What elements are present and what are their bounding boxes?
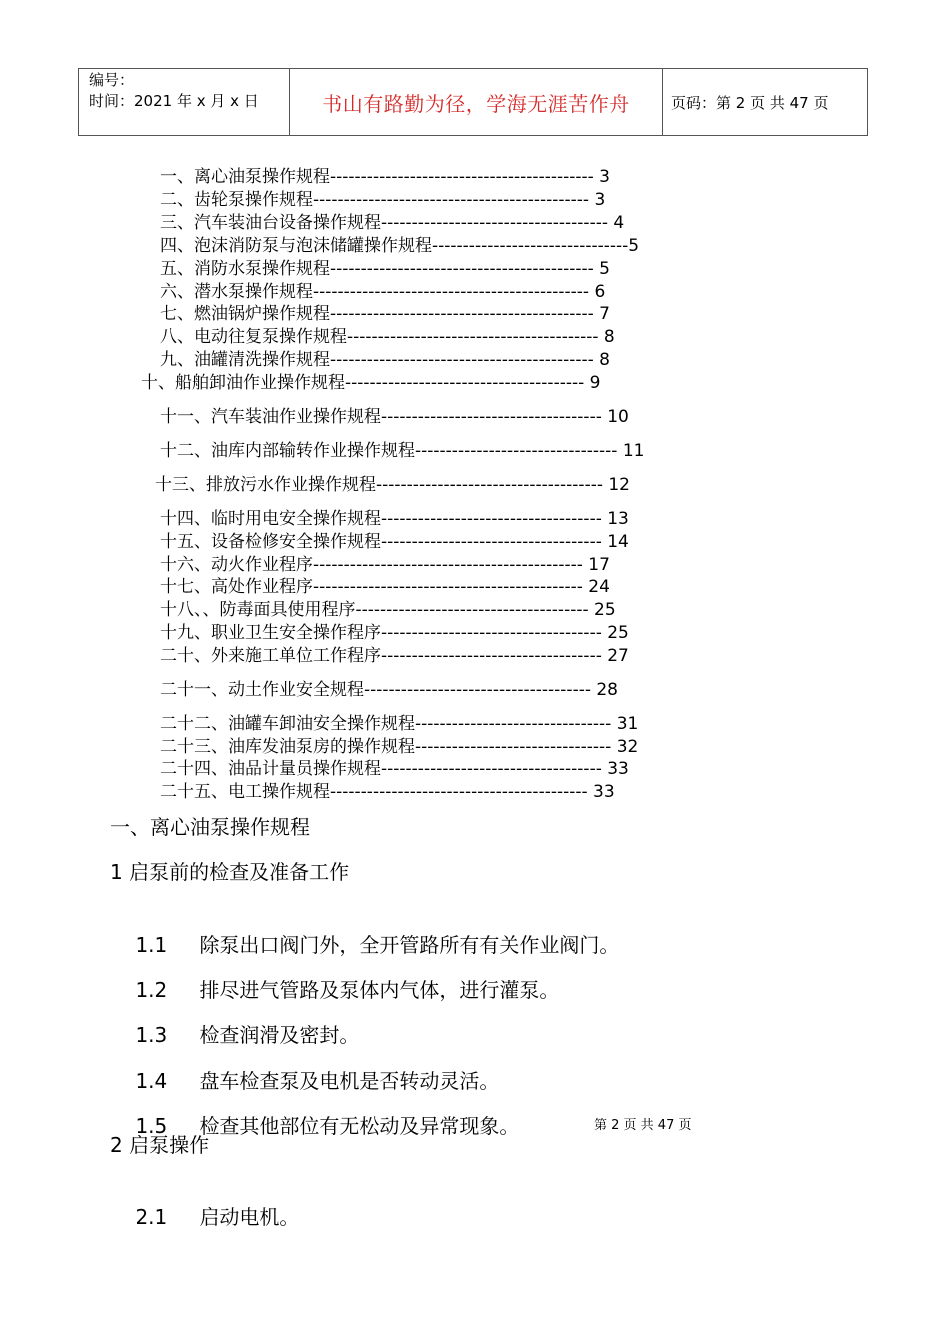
toc-entry[interactable]: 十七、高处作业程序-------------------------------------------- 24 (160, 577, 610, 597)
item-text: 检查其他部位有无松动及异常现象。 (199, 1114, 520, 1138)
toc-entry[interactable]: 八、电动往复泵操作规程----------------------------------------- 8 (160, 327, 615, 347)
toc-entry[interactable]: 十、船舶卸油作业操作规程--------------------------------------- 9 (141, 373, 601, 393)
subsection-title: 2 启泵操作 (110, 1133, 210, 1157)
item-text: 盘车检查泵及电机是否转动灵活。 (199, 1069, 500, 1093)
number-label: 编号： (89, 71, 135, 89)
item-text: 启动电机。 (199, 1205, 300, 1229)
list-item (110, 1178, 299, 1256)
toc-entry[interactable]: 十九、职业卫生安全操作程序------------------------------------ 25 (160, 623, 629, 643)
toc-entry[interactable]: 四、泡沫消防泵与泡沫储罐操作规程--------------------------------5 (160, 236, 640, 256)
toc-entry[interactable]: 二、齿轮泵操作规程--------------------------------------------- 3 (160, 190, 606, 210)
page-number-mark: 第 2 页 共 47 页 (594, 1118, 692, 1133)
toc-entry[interactable]: 三、汽车装油台设备操作规程------------------------------------- 4 (160, 213, 625, 233)
toc-entry[interactable]: 十一、汽车装油作业操作规程------------------------------------ 10 (160, 407, 629, 427)
header-meta (79, 69, 290, 136)
toc-entry[interactable]: 二十三、油库发油泵房的操作规程-------------------------------- 32 (160, 737, 639, 757)
toc-entry[interactable]: 十三、排放污水作业操作规程------------------------------------- 12 (155, 475, 631, 495)
toc-entry[interactable]: 七、燃油锅炉操作规程------------------------------------------- 7 (160, 304, 610, 324)
toc-entry[interactable]: 十二、油库内部输转作业操作规程--------------------------------- 11 (160, 441, 645, 461)
section-title: 一、离心油泵操作规程 (110, 815, 310, 839)
toc-entry[interactable]: 二十五、电工操作规程------------------------------------------ 33 (160, 782, 615, 802)
item-number: 2.1 (135, 1205, 168, 1229)
toc-entry[interactable]: 九、油罐清洗操作规程------------------------------------------- 8 (160, 350, 610, 370)
item-text: 排尽进气管路及泵体内气体，进行灌泵。 (199, 978, 560, 1002)
item-number: 1.1 (135, 933, 168, 957)
item-number: 1.3 (135, 1023, 168, 1047)
item-number: 1.4 (135, 1069, 168, 1093)
toc-entry[interactable]: 六、潜水泵操作规程--------------------------------------------- 6 (160, 282, 606, 302)
toc-entry[interactable]: 二十四、油品计量员操作规程------------------------------------ 33 (160, 759, 629, 779)
item-text: 检查润滑及密封。 (199, 1023, 360, 1047)
item-number: 1.5 (135, 1114, 168, 1138)
item-number: 1.2 (135, 978, 168, 1002)
subsection-title: 1 启泵前的检查及准备工作 (110, 860, 350, 884)
toc-entry[interactable]: 五、消防水泵操作规程------------------------------------------- 5 (160, 259, 610, 279)
header-page-label: 页码：第 2 页 共 47 页 (663, 69, 868, 136)
page-header (78, 68, 868, 136)
toc-entry[interactable]: 十五、设备检修安全操作规程------------------------------------ 14 (160, 532, 629, 552)
time-label: 时间：2021 年 x 月 x 日 (89, 92, 259, 110)
toc-entry[interactable]: 十四、临时用电安全操作规程------------------------------------ 13 (160, 509, 629, 529)
toc-entry[interactable]: 一、离心油泵操作规程------------------------------------------- 3 (160, 167, 610, 187)
toc-entry[interactable]: 二十、外来施工单位工作程序------------------------------------ 27 (160, 646, 629, 666)
toc-entry[interactable]: 十六、动火作业程序-------------------------------------------- 17 (160, 555, 610, 575)
item-text: 除泵出口阀门外，全开管路所有有关作业阀门。 (199, 933, 620, 957)
header-motto: 书山有路勤为径，学海无涯苦作舟 (290, 69, 663, 136)
toc-entry[interactable]: 二十一、动土作业安全规程------------------------------------- 28 (160, 680, 619, 700)
toc-entry[interactable]: 十八、、防毒面具使用程序-------------------------------------- 25 (160, 600, 616, 620)
toc-entry[interactable]: 二十二、油罐车卸油安全操作规程-------------------------------- 31 (160, 714, 639, 734)
